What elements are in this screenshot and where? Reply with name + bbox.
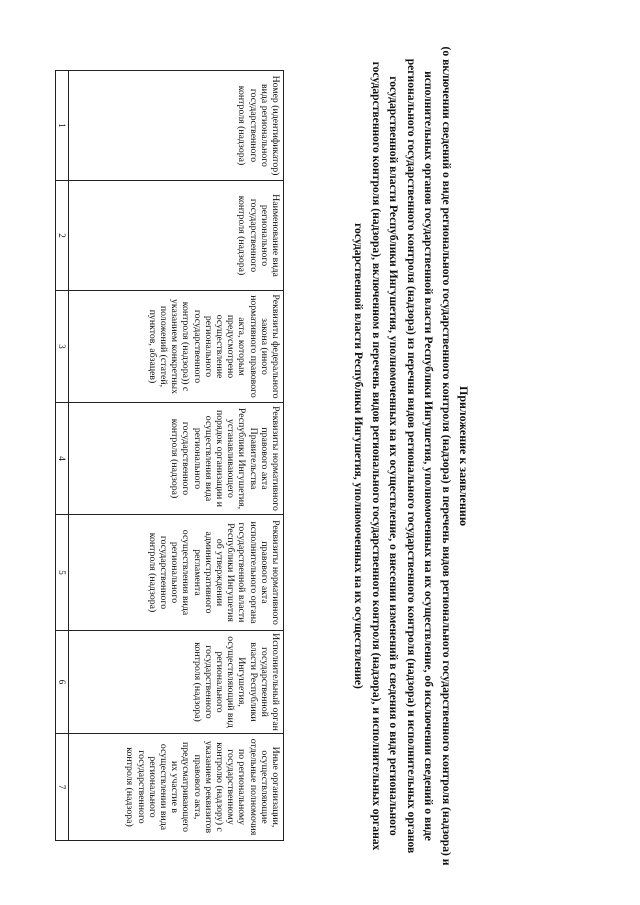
header-cell-other-organizations: Иные организации, осуществляющие отдельные полномочия по региональному государственному контролю (надзору) с указанием реквизитов правового акта, предусматривающего их участие в осуществлении вида регионального государственного контроля (надзора) xyxy=(69,734,284,841)
control-types-table xyxy=(55,70,284,841)
column-number-cell: 5 xyxy=(56,515,69,631)
column-number-cell: 2 xyxy=(56,181,69,291)
document-heading xyxy=(290,40,472,872)
table-header-row xyxy=(69,71,284,841)
column-number-cell: 6 xyxy=(56,631,69,734)
header-cell-regulation-act: Реквизиты нормативного правового акта исполнительного органа государственной власти Республики Ингушетия об утверждении административного регламента осуществления вида регионального государственного контроля (надзора) xyxy=(69,515,284,631)
table-row xyxy=(56,71,69,841)
column-number-cell: 1 xyxy=(56,71,69,181)
column-number-cell: 4 xyxy=(56,403,69,515)
header-cell-executive-body: Исполнительный орган государственной власти Республики Ингушетия, осуществляющий вид регионального государственного контроля (надзора) xyxy=(69,631,284,734)
rotated-content xyxy=(52,40,472,872)
header-cell-number: Номер (идентификатор) вида регионального государственного контроля (надзора) xyxy=(69,71,284,181)
appendix-subtitle: (о включении сведений о виде регионального государственного контроля (надзора) в перечень видов регионального государственного контроля (надзора) и исполнительных органов государственной власти Республики Ингушетия, уполномоченных на их осуществление, об исключении сведений о виде регионального государственного контроля (надзора) из перечня видов регионального государственного контроля (надзора) и исполнительных органов государственной власти Республики Ингушетия, уполномоченных на их осуществление, о внесении изменений в сведения о виде регионального государственного контроля (надзора), включенном в перечень видов регионального государственного контроля (надзора), и исполнительных органах государственной власти Республики Ингушетия, уполномоченных на их осуществление) xyxy=(352,46,453,866)
column-number-cell: 3 xyxy=(56,291,69,403)
appendix-title: Приложение к заявлению xyxy=(457,386,471,526)
header-cell-federal-law: Реквизиты федерального закона (иного нормативного правового акта, которым предусмотрено осуществление регионального государственного контроля (надзора)) с указанием конкретных положений (статей, пунктов, абзацев) xyxy=(69,291,284,403)
column-number-cell: 7 xyxy=(56,734,69,841)
header-cell-name: Наименование вида регионального государственного контроля (надзора) xyxy=(69,181,284,291)
header-cell-government-act: Реквизиты нормативного правового акта Правительства Республики Ингушетия, устанавливающего порядок организации и осуществления вида регионального государственного контроля (надзора) xyxy=(69,403,284,515)
